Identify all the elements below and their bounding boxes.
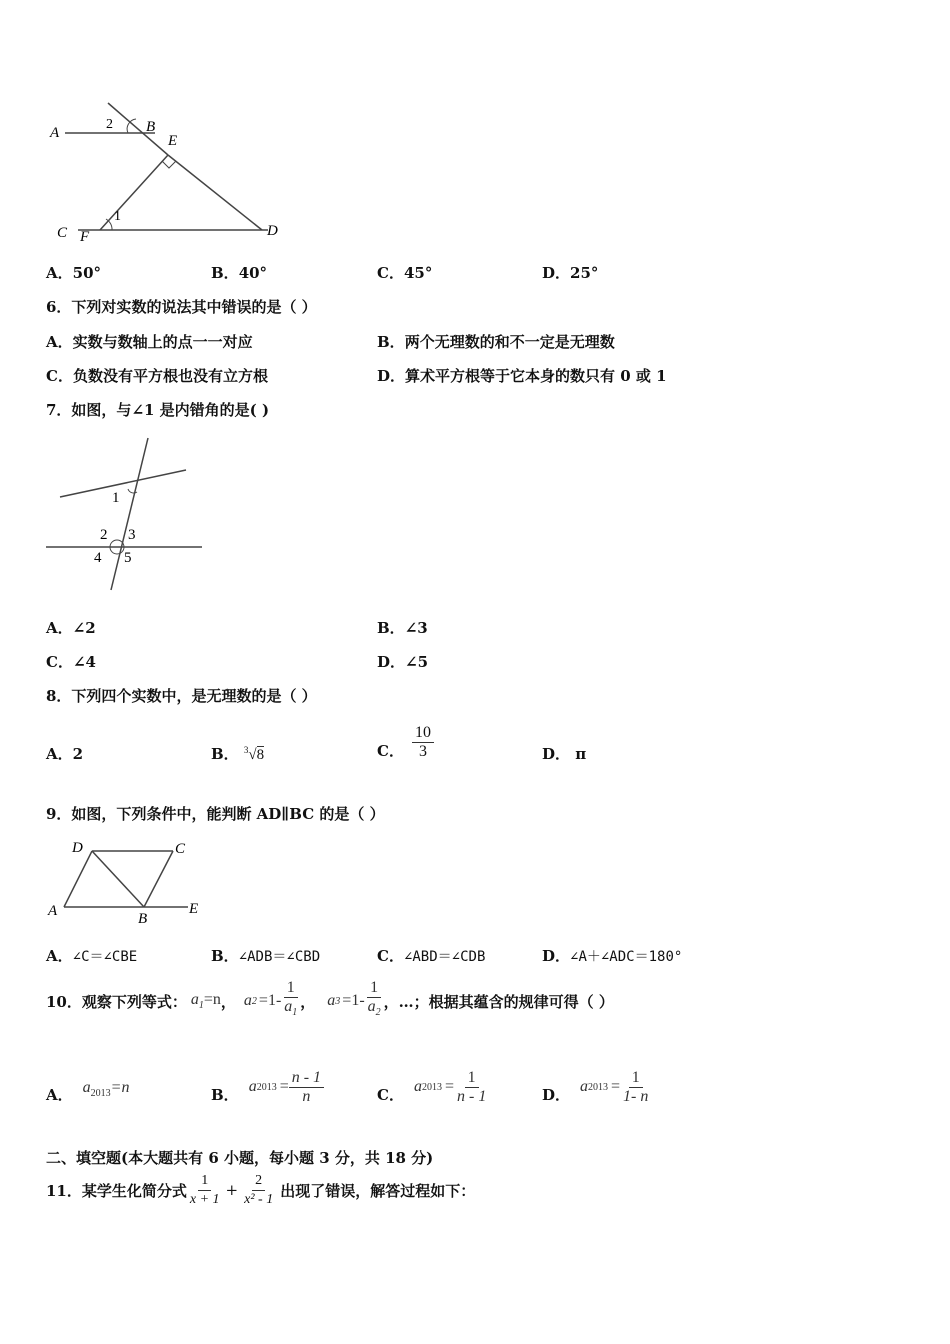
denominator: 1- n (623, 1087, 649, 1105)
q9-option-d[interactable] (542, 945, 682, 966)
option-letter: B． (211, 947, 239, 965)
var: a (327, 992, 336, 1009)
option-math (83, 1079, 130, 1099)
q10-option-c[interactable] (377, 1062, 489, 1112)
numerator: n - 1 (289, 1069, 324, 1088)
q7-option-b[interactable] (377, 617, 428, 638)
numerator: 1 (629, 1069, 643, 1088)
q6-option-b[interactable] (377, 331, 615, 352)
q10-option-a[interactable] (46, 1062, 129, 1112)
den-sub: 1 (292, 1007, 298, 1019)
option-text: 50° (72, 264, 102, 282)
eq-a1 (191, 991, 221, 1011)
subscript: 3 (335, 995, 341, 1007)
subscript: 2013 (588, 1081, 609, 1093)
fraction (365, 979, 384, 1022)
denominator (365, 998, 384, 1022)
line-be-ext (108, 103, 168, 155)
angle1-arc (106, 219, 112, 230)
option-letter: A． (46, 947, 73, 965)
q11-stem (46, 1166, 475, 1214)
numerator: 1 (284, 979, 298, 998)
option-math (249, 1069, 324, 1106)
option-text: ∠ADB＝∠CBD (238, 949, 321, 965)
option-letter: B． (211, 1085, 239, 1104)
rhs: =n (110, 1078, 130, 1096)
upper-line (60, 470, 186, 497)
diagonal-db (92, 851, 144, 907)
cube-root-expression (244, 747, 264, 763)
option-text: 45° (403, 264, 433, 282)
option-text: ∠3 (404, 619, 428, 637)
q5-option-a[interactable] (46, 262, 101, 283)
option-letter: D． (377, 367, 406, 385)
option-letter: A． (46, 745, 73, 763)
option-letter: D． (542, 947, 571, 965)
label-4: 4 (94, 550, 102, 566)
label-5: 5 (124, 550, 132, 566)
q11-suffix: 出现了错误，解答过程如下： (280, 1181, 476, 1200)
q7-stem: 7．如图，与∠1 是内错角的是( ) (46, 401, 270, 419)
label-2: 2 (100, 527, 108, 543)
option-letter: D． (542, 1085, 571, 1104)
section-title-fill-in: 二、填空题(本大题共有 6 小题，每小题 3 分，共 18 分) (46, 1149, 434, 1167)
q7-option-a[interactable] (46, 617, 96, 638)
label-b: B (138, 911, 148, 927)
fraction (454, 1069, 489, 1106)
subscript: 2 (251, 995, 257, 1007)
option-letter: B． (211, 264, 239, 282)
numerator: 1 (198, 1172, 211, 1191)
q5-option-d[interactable] (542, 262, 598, 283)
equals: = (444, 1078, 454, 1095)
q7-option-c[interactable] (46, 651, 96, 672)
subscript: 2013 (421, 1081, 442, 1093)
q8-option-b[interactable] (211, 743, 264, 764)
fraction (289, 1069, 324, 1106)
q11-prefix: 11．某学生化简分式 (46, 1181, 187, 1200)
eq-a3 (327, 979, 383, 1022)
option-text: 负数没有平方根也没有立方根 (72, 367, 268, 385)
subscript: 2013 (256, 1081, 277, 1093)
option-letter: C． (46, 653, 73, 671)
q5-figure (40, 95, 300, 255)
var: a (580, 1078, 589, 1095)
option-text: ∠4 (72, 653, 96, 671)
label-f: F (80, 229, 90, 245)
label-c: C (57, 225, 68, 241)
option-letter: A． (46, 264, 73, 282)
option-letter: B． (211, 745, 239, 763)
var: a (413, 1078, 422, 1095)
den-sub: 2 (375, 1007, 381, 1019)
denominator: x² - 1 (244, 1191, 274, 1207)
label-b: B (146, 119, 156, 135)
line-ed (168, 155, 262, 230)
subscript: 1 (198, 1000, 204, 1012)
option-text: ∠C＝∠CBE (72, 949, 138, 965)
q9-stem: 9．如图，下列条件中，能判断 AD∥BC 的是（ ） (46, 805, 385, 823)
q10-stem-suffix: ，…；根据其蕴含的规律可得（ ） (383, 992, 614, 1011)
root-index: 3 (243, 745, 249, 755)
option-letter: D． (542, 264, 571, 282)
q6-option-a[interactable] (46, 331, 253, 352)
q5-option-c[interactable] (377, 262, 432, 283)
option-text: 2 (72, 745, 84, 763)
option-letter: B． (377, 619, 405, 637)
label-e: E (189, 901, 199, 917)
right-angle-mark (162, 161, 176, 168)
q8-stem: 8．下列四个实数中，是无理数的是（ ） (46, 687, 317, 705)
q8-option-a[interactable] (46, 743, 83, 764)
option-letter: D． (542, 745, 571, 763)
option-letter: A． (46, 1085, 73, 1104)
label-a: A (50, 125, 60, 141)
denominator: 3 (418, 742, 427, 760)
q10-stem (46, 976, 614, 1026)
numerator: 1 (367, 979, 381, 998)
side-ad (64, 851, 92, 907)
q5-option-b[interactable] (211, 262, 267, 283)
fraction-10-3 (412, 724, 434, 761)
equals: = (279, 1078, 289, 1095)
q8-option-c[interactable] (377, 718, 434, 766)
option-text: 25° (570, 264, 599, 282)
option-letter: A． (46, 619, 73, 637)
option-math (580, 1069, 651, 1106)
option-text: 算术平方根等于它本身的数只有 0 或 1 (405, 367, 667, 385)
label-1: 1 (112, 490, 120, 506)
denominator: n - 1 (456, 1087, 487, 1105)
q9-option-b[interactable] (211, 945, 320, 966)
label-a: A (48, 903, 58, 919)
line-ef (100, 155, 168, 230)
separator: ， (300, 992, 316, 1011)
numerator: 2 (252, 1172, 265, 1191)
option-text: ∠5 (405, 653, 429, 671)
option-letter: C． (377, 1085, 404, 1104)
option-letter: C． (377, 264, 404, 282)
den-var: a (367, 998, 376, 1016)
denominator (281, 998, 300, 1022)
q10-stem-prefix: 10．观察下列等式： (46, 992, 187, 1011)
label-d: D (267, 223, 278, 239)
var: a (82, 1078, 91, 1096)
q7-option-d[interactable] (377, 651, 428, 672)
option-text: π (575, 745, 587, 763)
q9-option-c[interactable] (377, 945, 485, 966)
label-e: E (168, 133, 178, 149)
subscript: 2013 (90, 1088, 111, 1100)
q9-option-a[interactable] (46, 945, 137, 966)
label-3: 3 (128, 527, 136, 543)
numerator: 10 (412, 724, 434, 743)
label-angle2: 2 (106, 117, 113, 132)
label-c: C (175, 841, 186, 857)
option-letter: C． (46, 367, 73, 385)
denominator: x + 1 (189, 1191, 220, 1207)
option-text: ∠ABD＝∠CDB (403, 949, 486, 965)
fraction (620, 1069, 651, 1106)
q10-option-d[interactable] (542, 1062, 651, 1112)
q7-figure (40, 430, 220, 600)
q6-option-c[interactable] (46, 365, 268, 386)
option-text: 40° (238, 264, 268, 282)
fraction-2 (241, 1172, 276, 1209)
fraction (281, 979, 300, 1022)
plus-sign: + (225, 1181, 239, 1199)
option-text: 实数与数轴上的点一一对应 (72, 333, 253, 351)
option-letter: C． (377, 741, 404, 760)
option-letter: C． (377, 947, 404, 965)
q10-option-b[interactable] (211, 1062, 324, 1112)
separator: ， (220, 992, 236, 1011)
option-letter: B． (377, 333, 405, 351)
equals: =1- (258, 992, 282, 1009)
den-var: a (284, 998, 293, 1016)
q8-option-d[interactable] (542, 743, 586, 764)
radical-sign-icon: √ (248, 747, 257, 763)
option-letter: A． (46, 333, 73, 351)
equals: = (611, 1078, 621, 1095)
fraction-1 (187, 1172, 223, 1209)
transversal (111, 438, 148, 590)
option-text: ∠A＋∠ADC＝180° (570, 949, 683, 965)
q6-stem: 6．下列对实数的说法其中错误的是（ ） (46, 298, 317, 316)
option-math (414, 1069, 489, 1106)
side-cb (144, 851, 173, 907)
var: a (243, 992, 252, 1009)
label-angle1: 1 (114, 209, 121, 224)
option-letter: D． (377, 653, 406, 671)
var: a (248, 1078, 257, 1095)
numerator: 1 (465, 1069, 479, 1088)
rhs: =n (203, 990, 221, 1008)
var: a (190, 990, 199, 1008)
denominator: n (302, 1087, 311, 1105)
option-text: 两个无理数的和不一定是无理数 (404, 333, 615, 351)
radicand: 8 (256, 747, 265, 763)
label-d: D (72, 840, 83, 856)
equals: =1- (342, 992, 365, 1009)
q9-figure (40, 835, 220, 930)
eq-a2 (244, 979, 300, 1022)
q6-option-d[interactable] (377, 365, 667, 386)
option-text: ∠2 (72, 619, 96, 637)
